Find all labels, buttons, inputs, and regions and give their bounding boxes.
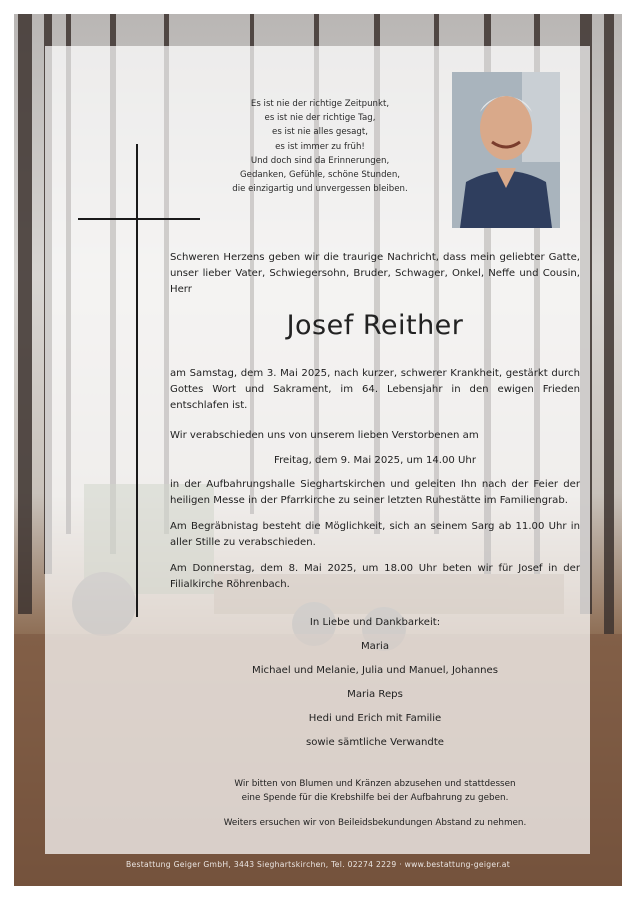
burial-day-text: Am Begräbnistag besteht die Möglichkeit, sich an seinem Sarg ab 11.00 Uhr in aller Stille zu verabschieden. — [170, 521, 580, 549]
poem-line: es ist immer zu früh! — [275, 141, 365, 152]
portrait-photo — [452, 72, 560, 228]
flowers-notice-line: Wir bitten von Blumen und Kränzen abzusehen und stattdessen — [234, 779, 516, 789]
mourner-line: Hedi und Erich mit Familie — [308, 713, 442, 724]
poem-line: es ist nie alles gesagt, — [272, 127, 368, 138]
cross-vertical — [136, 144, 138, 617]
prayer-text: Am Donnerstag, dem 8. Mai 2025, um 18.00 Uhr beten wir für Josef in der Filialkirche Röhrenbach. — [170, 563, 580, 591]
mourner-line: Maria — [360, 641, 390, 652]
mourner-line: sowie sämtliche Verwandte — [305, 737, 444, 748]
cross-horizontal — [78, 218, 200, 220]
farewell-intro: Wir verabschieden uns von unserem lieben Verstorbenen am — [170, 430, 479, 441]
poem-line: Gedanken, Gefühle, schöne Stunden, — [240, 170, 400, 181]
poem-line: Und doch sind da Erinnerungen, — [250, 155, 390, 166]
flowers-notice — [170, 777, 580, 805]
funeral-date: Freitag, dem 9. Mai 2025, um 14.00 Uhr — [274, 455, 476, 466]
mourner-line: Michael und Melanie, Julia und Manuel, Johannes — [252, 665, 498, 676]
poem — [210, 97, 430, 196]
poem-line: es ist nie der richtige Tag, — [264, 113, 376, 124]
poem-line: Es ist nie der richtige Zeitpunkt, — [250, 99, 390, 109]
mourner-line: Maria Reps — [347, 689, 403, 700]
condolence-notice: Weiters ersuchen wir von Beileidsbekundungen Abstand zu nehmen. — [223, 818, 527, 828]
deceased-name: Josef Reither — [286, 310, 464, 341]
mourners-intro: In Liebe und Dankbarkeit: — [309, 617, 441, 628]
footer-text: Bestattung Geiger GmbH, 3443 Sieghartskirchen, Tel. 02274 2229 · www.bestattung-geiger.at — [126, 860, 510, 869]
death-text: am Samstag, dem 3. Mai 2025, nach kurzer, schwerer Krankheit, gestärkt durch Gottes Wort und Sakrament, im 64. Lebensjahr in den ewigen Frieden entschlafen ist. — [170, 368, 580, 412]
flowers-notice-line: eine Spende für die Krebshilfe bei der Aufbahrung zu geben. — [241, 793, 509, 803]
funeral-text: in der Aufbahrungshalle Sieghartskirchen und geleiten Ihn nach der Feier der heiligen Messe in der Pfarrkirche zu seiner letzten Ruhestätte im Familiengrab. — [170, 479, 580, 507]
intro-text: Schweren Herzens geben wir die traurige Nachricht, dass mein geliebter Gatte, unser lieber Vater, Schwiegersohn, Bruder, Schwager, Onkel, Neffe und Cousin, Herr — [170, 252, 580, 296]
poem-line: die einzigartig und unvergessen bleiben. — [232, 184, 408, 195]
